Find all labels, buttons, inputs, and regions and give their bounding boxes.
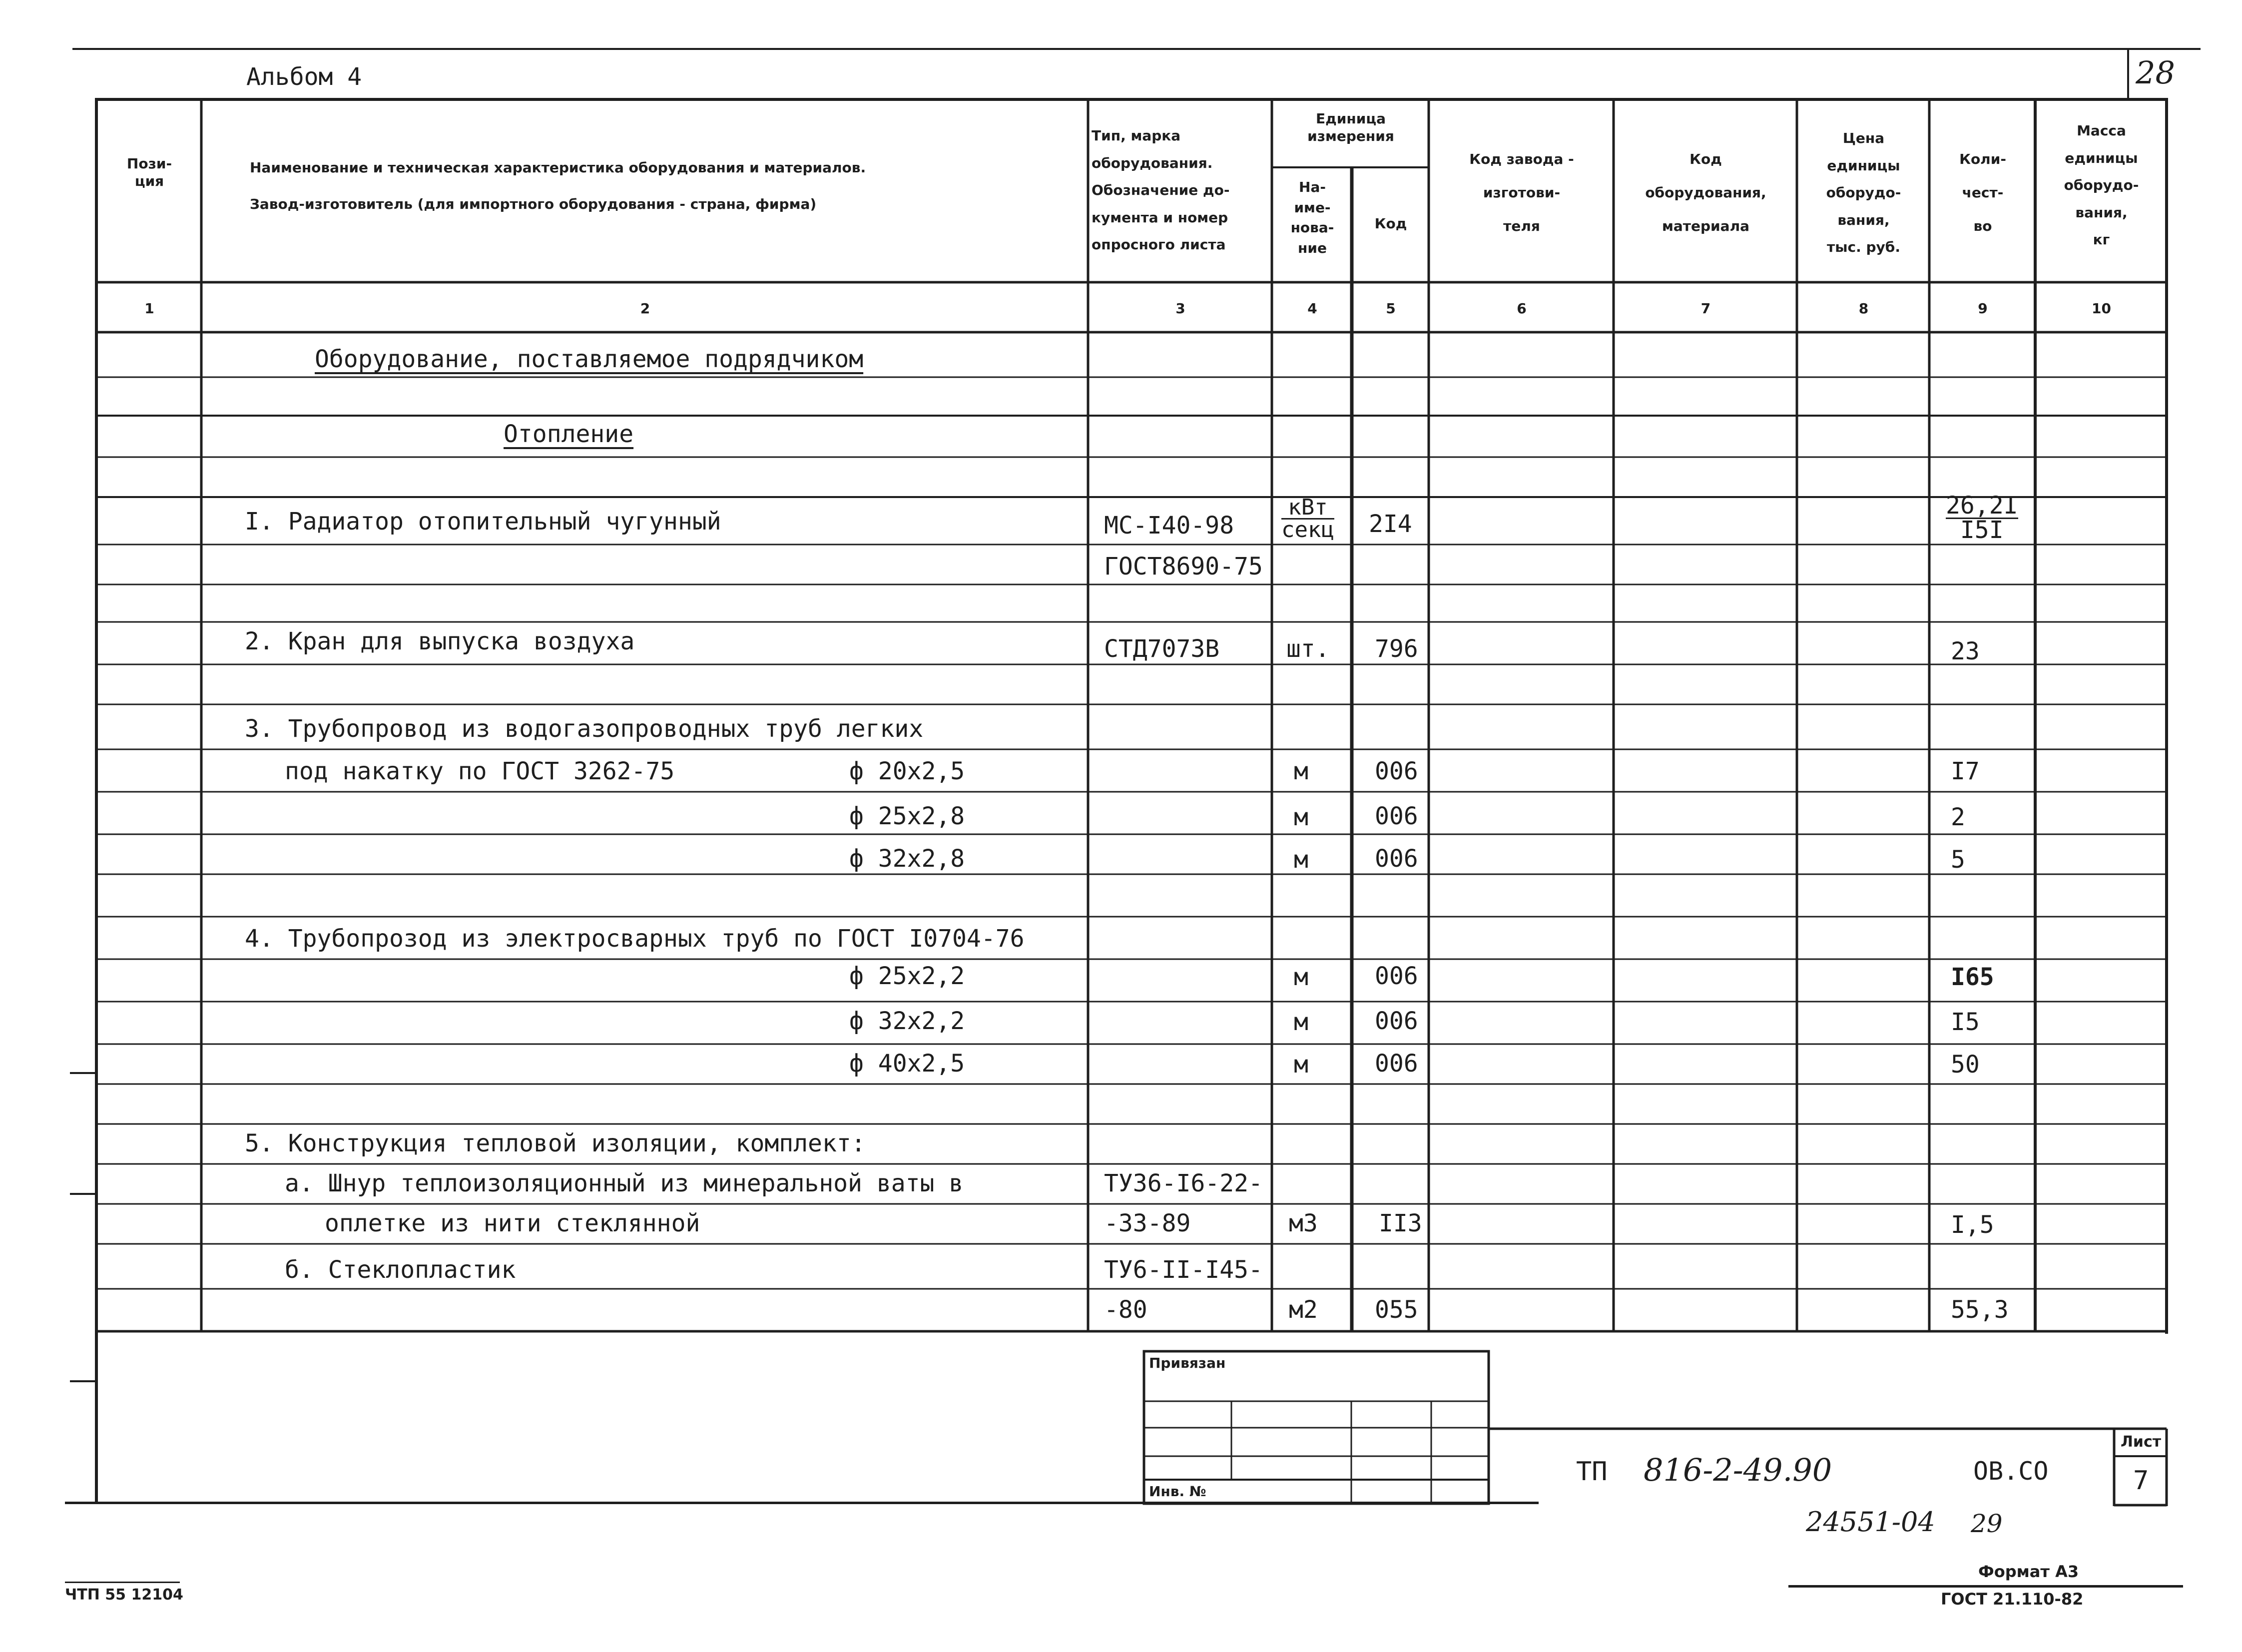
row-code: 006 (1375, 802, 1418, 830)
sheet-value: 7 (2133, 1466, 2149, 1496)
section-title-heating: Отопление (504, 420, 634, 448)
row-unit (1281, 497, 1334, 541)
column-number: 4 (1307, 300, 1317, 317)
row-name: 4. Трубопрозод из электросварных труб по ГОСТ I0704-76 (245, 925, 1025, 953)
qty-denominator: I5I (1960, 516, 2004, 544)
row-name: а. Шнур теплоизоляционный из минеральной ваты в (285, 1169, 964, 1197)
header-equipment-code: Код оборудования, материала (1645, 151, 1766, 235)
row-quantity: 55,3 (1951, 1296, 2009, 1324)
row-code: 2I4 (1369, 510, 1412, 538)
row-size: ф 32х2,8 (849, 845, 965, 873)
header-price: Цена единицы оборудо- вания, тыс. руб. (1826, 130, 1901, 256)
row-code: 055 (1375, 1296, 1418, 1324)
column-number: 5 (1386, 300, 1396, 317)
unit-numerator: кВт (1281, 497, 1334, 520)
row-code: 006 (1375, 1007, 1418, 1035)
row-unit: м (1294, 757, 1308, 785)
column-number: 7 (1700, 300, 1711, 317)
row-name: I. Радиатор отопительный чугунный (245, 508, 721, 536)
row-code: 006 (1375, 962, 1418, 990)
qty-numerator: 26,2I (1946, 492, 2018, 520)
column-number: 9 (1978, 300, 1988, 317)
row-code: 796 (1375, 635, 1418, 663)
column-number: 3 (1175, 300, 1185, 317)
header-type: Тип, марка оборудования. Обозначение до- кумента и номер опросного листа (1092, 127, 1230, 253)
column-number: 1 (144, 300, 154, 317)
header-quantity: Коли- чест- во (1959, 151, 2006, 235)
row-quantity: 23 (1951, 637, 1980, 665)
row-unit: м (1294, 1051, 1308, 1079)
row-type: ГОСТ8690-75 (1104, 552, 1263, 580)
stamp-inv-label: Инв. № (1149, 1483, 1206, 1500)
row-unit: м (1294, 846, 1308, 874)
tp-label: ТП (1576, 1457, 1608, 1487)
sheet-corner-number: 28 (2136, 54, 2175, 91)
header-unit-name: На- име- нова- ние (1290, 179, 1334, 256)
row-type: СТД7073В (1104, 635, 1220, 663)
row-type: -33-89 (1104, 1209, 1191, 1237)
row-quantity: 2 (1951, 803, 1965, 831)
header-unit-code: Код (1374, 215, 1407, 232)
row-unit: м (1294, 803, 1308, 831)
row-quantity: 50 (1951, 1051, 1980, 1079)
album-label: Альбом 4 (246, 63, 362, 91)
row-code: II3 (1379, 1209, 1422, 1237)
row-name: 2. Кран для выпуска воздуха (245, 627, 635, 655)
row-unit: м3 (1289, 1209, 1318, 1237)
header-mass: Масса единицы оборудо- вания, кг (2064, 122, 2139, 248)
row-quantity: I5 (1951, 1008, 1980, 1036)
row-name: 3. Трубопровод из водогазопроводных труб легких (245, 715, 924, 743)
row-quantity: I,5 (1951, 1211, 1994, 1239)
document-code: ОВ.СО (1973, 1457, 2049, 1486)
document-number: 816-2-49.90 (1644, 1452, 1832, 1488)
row-name: под накатку по ГОСТ 3262-75 (285, 757, 675, 785)
sheet-label: Лист (2121, 1433, 2162, 1451)
row-name: 5. Конструкция тепловой изоляции, комплект: (245, 1129, 866, 1157)
row-code: 006 (1375, 845, 1418, 873)
row-quantity: I7 (1951, 757, 1980, 785)
row-size: ф 20х2,5 (849, 757, 965, 785)
header-name: Наименование и техническая характеристика оборудования и материалов. Завод-изготовитель (для импортного оборудования - страна, фирма) (250, 159, 866, 212)
row-quantity: 5 (1951, 846, 1965, 874)
row-code: 006 (1375, 757, 1418, 785)
column-number: 10 (2092, 300, 2111, 317)
row-unit: м (1294, 963, 1308, 991)
row-size: ф 40х2,5 (849, 1050, 965, 1078)
row-code: 006 (1375, 1050, 1418, 1078)
row-unit: м (1294, 1008, 1308, 1036)
row-name: оплетке из нити стеклянной (325, 1209, 700, 1237)
page-number-handwritten: 29 (1971, 1509, 2003, 1538)
header-unit-group: Единица измерения (1307, 110, 1394, 144)
unit-denominator: секц (1281, 517, 1334, 543)
column-number: 6 (1517, 300, 1527, 317)
header-position: Пози- ция (126, 155, 172, 189)
row-unit: м2 (1289, 1296, 1318, 1324)
row-unit: шт. (1286, 635, 1330, 663)
row-type: -80 (1104, 1296, 1147, 1324)
row-size: ф 25х2,8 (849, 802, 965, 830)
row-size: ф 25х2,2 (849, 962, 965, 990)
stamp-bound-label: Привязан (1149, 1355, 1226, 1371)
row-quantity: I65 (1951, 963, 1994, 991)
column-number: 8 (1858, 300, 1869, 317)
order-number: 24551-04 (1806, 1506, 1935, 1538)
printer-code: ЧТП 55 12104 (65, 1586, 183, 1604)
row-size: ф 32х2,2 (849, 1007, 965, 1035)
row-quantity (1946, 492, 2018, 544)
gost-label: ГОСТ 21.110-82 (1941, 1590, 2084, 1609)
row-type: МС-I40-98 (1104, 512, 1234, 540)
section-title-contractor: Оборудование, поставляемое подрядчиком (315, 345, 864, 373)
format-label: Формат А3 (1978, 1562, 2079, 1581)
column-number: 2 (640, 300, 650, 317)
row-type: ТУ6-II-I45- (1104, 1256, 1263, 1284)
row-type: ТУ36-I6-22- (1104, 1169, 1263, 1197)
row-name: б. Стеклопластик (285, 1256, 516, 1284)
header-manufacturer-code: Код завода - изготови- теля (1469, 151, 1574, 235)
